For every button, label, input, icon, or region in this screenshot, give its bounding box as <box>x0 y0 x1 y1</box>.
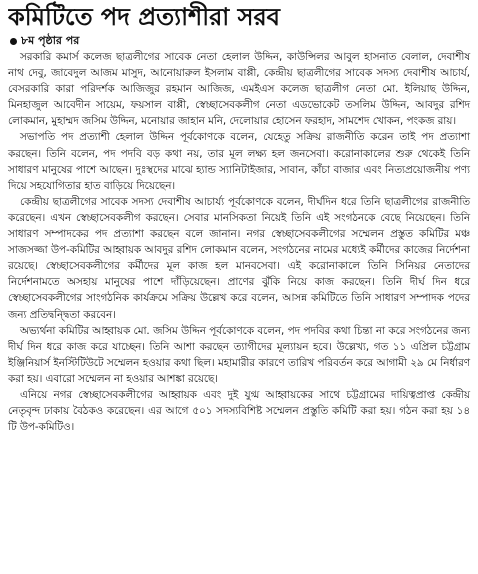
article-body <box>8 49 470 435</box>
paragraph-2: সভাপতি পদ প্রত্যাশী হেলাল উদ্দিন পূর্বকোণকে বলেন, যেহেতু সক্রিয় রাজনীতি করেন তাই পদ প্রত্যাশা করছেন। তিনি বলেন, পদ পদবি বড় কথা নয়, তার মূল লক্ষ্য হল জনসেবা। করোনাকালের শুরু থেকেই তিনি সাধারণ মানুষের পাশে আছেন। দুঃস্থদের মাঝে হ্যান্ড স্যানিটাইজার, সাবান, কাঁচা বাজার এবং নিত্যপ্রয়োজনীয় পণ্য দিয়ে সহযোগিতার হাত বাড়িয়ে দিয়েছেন। <box>8 131 470 192</box>
headline: কমিটিতে পদ প্রত্যাশীরা সরব <box>8 3 281 31</box>
bullet-icon <box>10 38 17 45</box>
paragraph-1: সরকারি কমার্স কলেজ ছাত্রলীগের সাবেক নেতা হেলাল উদ্দিন, কাউন্সিলর আবুল হাসনাত বেলাল, দেবাশীষ নাথ দেবু, জাবেদুল আজম মাসুদ, আনোয়ারুল ইসলাম বাপ্পী, কেন্দ্রীয় ছাত্রলীগের সাবেক সদস্য দেবাশীষ আচার্য, বেসরকারি কারা পরিদর্শক আজিজুর রহমান আজিজ, এমইএস কলেজ ছাত্রলীগ নেতা মো. ইলিয়াছ উদ্দিন, মিনহাজুল আবেদীন সায়েম, ফয়সাল বাপ্পী, স্বেচ্ছাসেবকলীগ নেতা এডভোকেট তসলিম উদ্দিন, আবদুর রশিদ লোকমান, মুহাম্মদ জসিম উদ্দিন, মনোয়ার জাহান মনি, দেলোয়ার হোসেন ফরহাদ, সামশেদ খোকন, পংকজ রায়। <box>8 51 470 128</box>
paragraph-5: এনিয়ে নগর স্বেচ্ছাসেবকলীগের আহ্বায়ক এবং দুই যুগ্ম আহ্বায়কের সাথে চট্টগ্রামের দায়িত্বপ্রাপ্ত কেন্দ্রীয় নেতৃবৃন্দ ঢাকায় বৈঠকও করেছেন। এর আগে ৫০১ সদস্যবিশিষ্ট সম্মেলন প্রস্তুতি কমিটি করা হয়। গঠন করা হয় ১৪ টি উপ-কমিটিও। <box>8 388 470 434</box>
continued-from-marker <box>10 34 470 48</box>
continued-from-label: ৮ম পৃষ্ঠার পর <box>21 34 80 47</box>
paragraph-3: কেন্দ্রীয় ছাত্রলীগের সাবেক সদস্য দেবাশীষ আচার্য্য পূর্বকোণকে বলেন, দীর্ঘদিন ধরে তিনি ছাত্রলীগের রাজনীতি করেছেন। এখন স্বেচ্ছাসেবকলীগ করছেন। সেবার মানসিকতা নিয়েই তিনি এই সংগঠনকে বেছে নিয়েছেন। তিনি সাধারণ সম্পাদকের পদ প্রত্যাশা করছেন বলে জানান। নগর স্বেচ্ছাসেবকলীগের সম্মেলন প্রস্তুত কমিটির মঞ্চ সাজসজ্জা উপ-কমিটির আহ্বায়ক আবদুর রশিদ লোকমান বলেন, সংগঠনের নামের মধ্যেই কর্মীদের কাজের নির্দেশনা রয়েছে। স্বেচ্ছাসেবকলীগের কর্মীদের মূল কাজ হল মানবসেবা। এই করোনাকালে তিনি সিনিয়র নেতাদের নির্দেশনামতে অসহায় মানুষের পাশে দাঁড়িয়েছেন। প্রাণের ঝুঁকি নিয়ে কাজ করছেন। তিনি দীর্ঘ দিন ধরে স্বেচ্ছাসেবকলীগের সাংগঠনিক কার্যক্রমে সক্রিয় উল্লেখ করে বলেন, আসন্ন কমিটিতে তিনি সাধারণ সম্পাদক পদের জন্য প্রতিদ্বন্দ্বিতা করবেন। <box>8 195 470 321</box>
paragraph-4: অভ্যর্থনা কমিটির আহ্বায়ক মো. জসিম উদ্দিন পূর্বকোণকে বলেন, পদ পদবির কথা চিন্তা না করে সংগঠনের জন্য দীর্ঘ দিন ধরে কাজ করে যাচ্ছেন। তিনি আশা করছেন ত্যাগীদের মূল্যায়ন হবে। উল্লেখ্য, গত ১১ এপ্রিল চট্টগ্রাম ইঞ্জিনিয়ার্স ইনস্টিটিউটে সম্মেলন হওয়ার কথা ছিল। মহামারীর কারণে তারিখ পরিবর্তন করে আগামী ২৯ মে নির্ধারণ করা হয়। এবারো সম্মেলন না হওয়ার আশঙ্কা রয়েছে। <box>8 324 470 385</box>
